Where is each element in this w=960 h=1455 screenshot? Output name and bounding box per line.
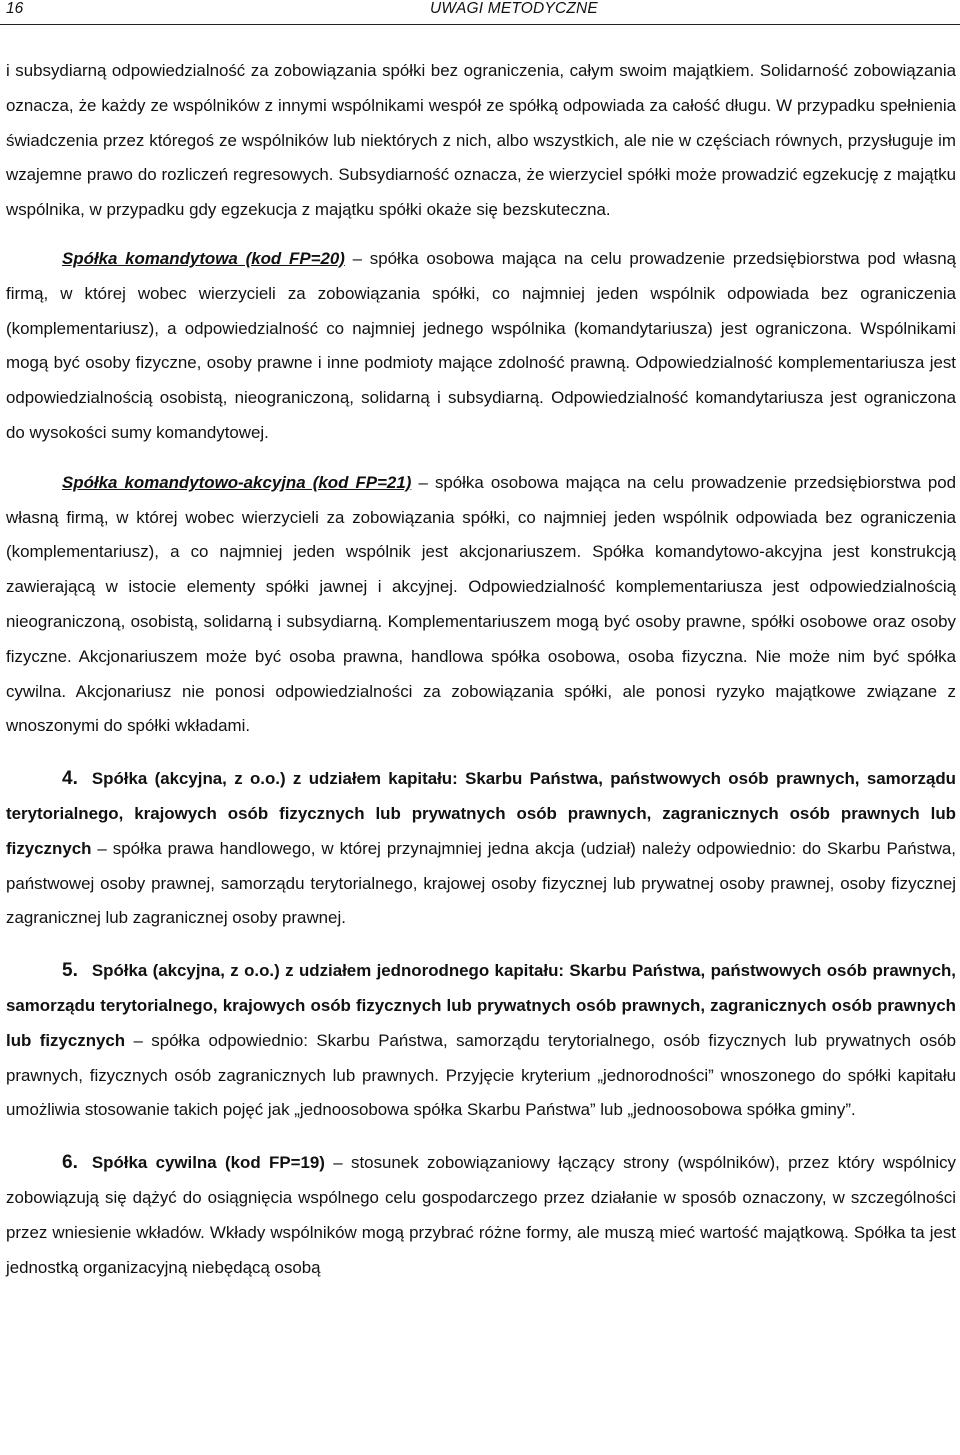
term-limited-partnership: Spółka komandytowa (kod FP=20) bbox=[62, 248, 345, 268]
section-5 bbox=[6, 954, 956, 1128]
section-number: 6. bbox=[62, 1152, 78, 1174]
running-title: UWAGI METODYCZNE bbox=[430, 0, 598, 17]
document-body bbox=[6, 54, 956, 1285]
section-heading: Spółka (akcyjna, z o.o.) z udziałem jednorodnego kapitału: Skarbu Państwa, państwowych osób prawnych, samorządu terytorialnego, krajowych osób fizycznych lub prywatnych osób prawnych, zagranicznych osób prawnych lub fizycznych bbox=[6, 961, 956, 1050]
paragraph-text: – stosunek zobowiązaniowy łączący strony (wspólników), przez który wspólnicy zobowiązują się dążyć do osiągnięcia wspólnego celu gospodarczego przez działanie w sposób oznaczony, w szczególności przez wniesienie wkładów. Wkłady wspólników mogą przybrać różne formy, ale muszą mieć wartość majątkową. Spółka ta jest jednostką organizacyjną niebędącą osobą bbox=[6, 1153, 956, 1277]
page-number: 16 bbox=[6, 0, 24, 17]
paragraph-limited-partnership bbox=[6, 242, 956, 451]
section-heading: Spółka cywilna (kod FP=19) bbox=[91, 1153, 325, 1173]
page-header bbox=[0, 0, 960, 22]
section-4 bbox=[6, 762, 956, 936]
paragraph-text: i subsydiarną odpowiedzialność za zobowiązania spółki bez ograniczenia, całym swoim majątkiem. Solidarność zobowiązania oznacza, że każdy ze wspólników z innymi wspólnikami wespół ze spółką odpowiada za całość długu. W przypadku spełnienia świadczenia przez któregoś ze wspólników lub niektórych z nich, albo wszystkich, ale nie w częściach równych, przysługuje im wzajemne prawo do rozliczeń regresowych. Subsydiarność oznacza, że wierzyciel spółki może prowadzić egzekucję z majątku wspólnika, w przypadku gdy egzekucja z majątku spółki okaże się bezskuteczna. bbox=[6, 61, 956, 220]
section-heading: Spółka (akcyjna, z o.o.) z udziałem kapitału: Skarbu Państwa, państwowych osób prawnych, samorządu terytorialnego, krajowych osób fizycznych lub prywatnych osób prawnych, zagranicznych osób prawnych lub fizycznych bbox=[6, 769, 956, 858]
paragraph-solidarity bbox=[6, 54, 956, 228]
section-6 bbox=[6, 1146, 956, 1285]
paragraph-text: – spółka osobowa mająca na celu prowadzenie przedsiębiorstwa pod własną firmą, w której wobec wierzycieli za zobowiązania spółki, co najmniej jeden wspólnik odpowiada bez ograniczenia (komplementariusz), a odpowiedzialność co najmniej jednego wspólnika (komandytariusza) jest ograniczona. Wspólnikami mogą być osoby fizyczne, osoby prawne i inne podmioty mające zdolność prawną. Odpowiedzialność komplementariusza jest odpowiedzialnością osobistą, nieograniczoną, solidarną i subsydiarną. Odpowiedzialność komandytariusza jest ograniczona do wysokości sumy komandytowej. bbox=[6, 248, 956, 442]
paragraph-text: – spółka osobowa mająca na celu prowadzenie przedsiębiorstwa pod własną firmą, w której wobec wierzycieli za zobowiązania spółki, co najmniej jeden wspólnik odpowiada bez ograniczenia (komplementariusz), a co najmniej jeden wspólnik jest akcjonariuszem. Spółka komandytowo-akcyjna jest konstrukcją zawierającą w istocie elementy spółki jawnej i akcyjnej. Odpowiedzialność komplementariusza jest odpowiedzialnością nieograniczoną, osobistą, solidarną i subsydiarną. Komplementariuszem mogą być osoby prawne, spółki osobowe oraz osoby fizyczne. Akcjonariuszem może być osoba prawna, handlowa spółka osobowa, osoba fizyczna. Nie może nim być spółka cywilna. Akcjonariusz nie ponosi odpowiedzialności za zobowiązania spółki, ale ponosi ryzyko majątkowe związane z wnoszonymi do spółki wkładami. bbox=[6, 472, 956, 736]
section-number: 4. bbox=[62, 768, 78, 790]
term-limited-joint-stock-partnership: Spółka komandytowo-akcyjna (kod FP=21) bbox=[62, 472, 412, 492]
paragraph-text: – spółka prawa handlowego, w której przynajmniej jedna akcja (udział) należy odpowiednio: do Skarbu Państwa, państwowej osoby prawnej, samorządu terytorialnego, krajowej osoby fizycznej lub prywatnej osoby prawnej, osoby fizycznej zagranicznej lub zagranicznej osoby prawnej. bbox=[6, 838, 956, 928]
header-rule bbox=[0, 24, 960, 25]
section-number: 5. bbox=[62, 960, 78, 982]
paragraph-limited-joint-stock-partnership bbox=[6, 466, 956, 744]
paragraph-text: – spółka odpowiednio: Skarbu Państwa, samorządu terytorialnego, osób fizycznych lub prywatnych osób prawnych, fizycznych osób zagranicznych lub prawnych. Przyjęcie kryterium „jednorodności” wnoszonego do spółki kapitału umożliwia stosowanie takich pojęć jak „jednoosobowa spółka Skarbu Państwa” lub „jednoosobowa spółka gminy”. bbox=[6, 1030, 956, 1120]
